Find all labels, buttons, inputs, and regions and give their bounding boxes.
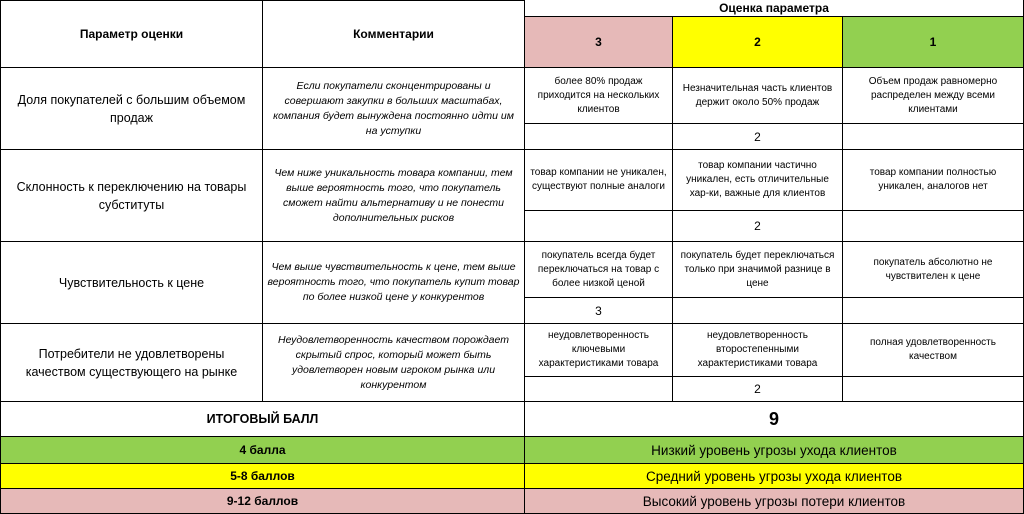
- row-2-param: Склонность к переключению на товары субституты: [0, 150, 263, 242]
- band-high-text: Высокий уровень угрозы потери клиентов: [525, 489, 1024, 514]
- row-1-score: 2: [673, 124, 843, 150]
- comment-header: Комментарии: [263, 0, 525, 68]
- row-1-param: Доля покупателей с большим объемом продаж: [0, 68, 263, 150]
- row-4-param: Потребители не удовлетворены качеством существующего на рынке: [0, 324, 263, 402]
- level-2-header: 2: [673, 17, 843, 68]
- row-4-score-cell-3: [525, 377, 673, 402]
- level-1-header: 1: [843, 17, 1024, 68]
- row-2-score: 2: [673, 211, 843, 242]
- row-4-comment: Неудовлетворенность качеством порождает скрытый спрос, который может быть удовлетворен новым игроком рынка или конкурентом: [263, 324, 525, 402]
- row-1-score-cell-1: [843, 124, 1024, 150]
- row-4-score-cell-1: [843, 377, 1024, 402]
- row-3-comment: Чем выше чувствительность к цене, тем выше вероятность того, что покупатель купит товар по более низкой цене у конкурентов: [263, 242, 525, 324]
- row-1-comment: Если покупатели сконцентрированы и совершают закупки в больших масштабах, компания будет вынуждена постоянно идти им на уступки: [263, 68, 525, 150]
- score-header: Оценка параметра: [525, 0, 1024, 17]
- row-3-score-cell-2: [673, 298, 843, 324]
- row-1-option-2: Незначительная часть клиентов держит около 50% продаж: [673, 68, 843, 124]
- band-mid-range: 5-8 баллов: [0, 464, 525, 489]
- row-4-score: 2: [673, 377, 843, 402]
- row-4-option-2: неудовлетворенность второстепенными характеристиками товара: [673, 324, 843, 377]
- row-1-score-cell-3: [525, 124, 673, 150]
- row-2-comment: Чем ниже уникальность товара компании, тем выше вероятность того, что покупатель сможет найти альтернативу и не понести дополнительных рисков: [263, 150, 525, 242]
- row-2-score-cell-3: [525, 211, 673, 242]
- row-4-option-1: полная удовлетворенность качеством: [843, 324, 1024, 377]
- row-1-option-3: более 80% продаж приходится на нескольких клиентов: [525, 68, 673, 124]
- level-3-header: 3: [525, 17, 673, 68]
- total-label: ИТОГОВЫЙ БАЛЛ: [0, 402, 525, 437]
- row-2-option-2: товар компании частично уникален, есть отличительные хар-ки, важные для клиентов: [673, 150, 843, 211]
- row-2-option-1: товар компании полностью уникален, аналогов нет: [843, 150, 1024, 211]
- band-mid-text: Средний уровень угрозы ухода клиентов: [525, 464, 1024, 489]
- total-value: 9: [525, 402, 1024, 437]
- band-low-text: Низкий уровень угрозы ухода клиентов: [525, 437, 1024, 464]
- row-3-option-3: покупатель всегда будет переключаться на товар с более низкой ценой: [525, 242, 673, 298]
- row-2-score-cell-1: [843, 211, 1024, 242]
- row-3-option-2: покупатель будет переключаться только при значимой разнице в цене: [673, 242, 843, 298]
- row-3-option-1: покупатель абсолютно не чувствителен к цене: [843, 242, 1024, 298]
- row-2-option-3: товар компании не уникален, существуют полные аналоги: [525, 150, 673, 211]
- row-1-option-1: Объем продаж равномерно распределен между всеми клиентами: [843, 68, 1024, 124]
- row-3-score-cell-1: [843, 298, 1024, 324]
- row-4-option-3: неудовлетворенность ключевыми характеристиками товара: [525, 324, 673, 377]
- band-high-range: 9-12 баллов: [0, 489, 525, 514]
- row-3-param: Чувствительность к цене: [0, 242, 263, 324]
- band-low-range: 4 балла: [0, 437, 525, 464]
- param-header: Параметр оценки: [0, 0, 263, 68]
- row-3-score: 3: [525, 298, 673, 324]
